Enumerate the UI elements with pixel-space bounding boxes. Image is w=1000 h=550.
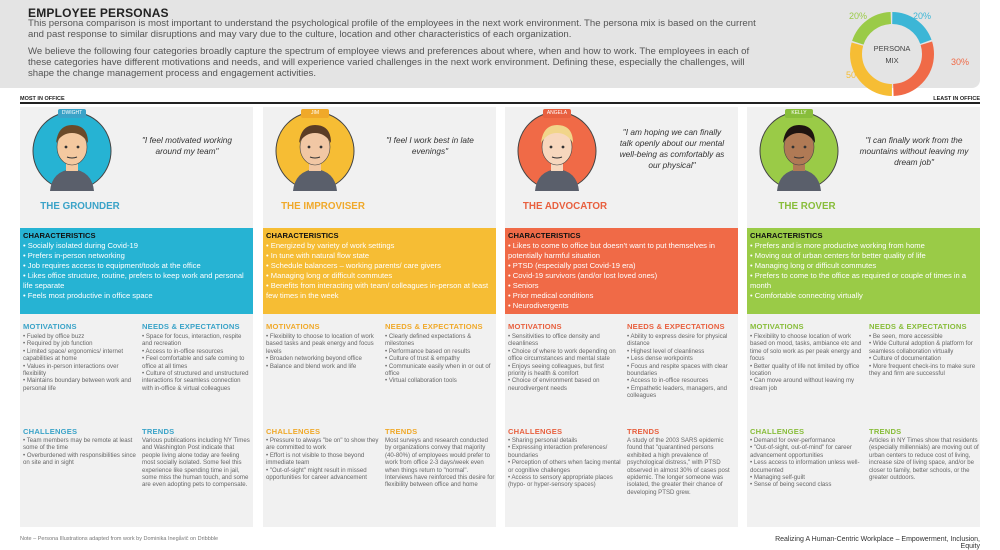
needs-list bbox=[142, 333, 252, 392]
characteristics-heading: CHARACTERISTICS bbox=[266, 231, 339, 240]
challenge-item: • Less access to information unless well-documented bbox=[750, 459, 860, 474]
characteristic-item: • Managing long or difficult commutes bbox=[266, 271, 393, 280]
characteristics-list bbox=[750, 241, 978, 301]
characteristic-item: • Job requires access to equipment/tools at the office bbox=[23, 261, 201, 270]
challenge-item: • Effort is not visible to those beyond immediate team bbox=[266, 451, 365, 467]
motivations-list bbox=[750, 333, 863, 392]
need-item: • Access to in-office resources bbox=[627, 377, 709, 385]
motivation-item: • Enjoys seeing colleagues, but first priority is health & comfort bbox=[508, 362, 604, 378]
need-item: • Virtual collaboration tools bbox=[385, 377, 457, 385]
challenge-item: • Overburdened with responsibilities since on site and in sight bbox=[23, 451, 136, 467]
characteristics-panel bbox=[20, 228, 253, 314]
need-item: • Culture of documentation bbox=[869, 355, 941, 363]
persona-name: THE IMPROVISER bbox=[281, 201, 365, 212]
motivation-item: • Required by job function bbox=[23, 340, 93, 348]
footer-tagline: Realizing A Human-Centric Workplace – Empowerment, Inclusion, Equity bbox=[775, 536, 980, 550]
trends-text: Most surveys and research conducted by organizations convey that majority (40-80%) of employees would prefer to work from office 2-3 days/week even when things return to "normal". Interviews have reinforced this desire for flexibility between office and home bbox=[385, 437, 495, 489]
motivation-item: • Choice of where to work depending on office circumstances and mental state bbox=[508, 347, 616, 363]
need-item: • Focus and respite spaces with clear boundaries bbox=[627, 362, 728, 378]
challenges-heading: CHALLENGES bbox=[23, 427, 78, 436]
challenge-item: • Sharing personal details bbox=[508, 437, 578, 444]
footer-note: Note – Persona Illustrations adapted from work by Dominika Inegåvič on Dribbble bbox=[20, 536, 219, 542]
needs-heading: NEEDS & EXPECTATIONS bbox=[385, 322, 483, 331]
challenges-heading: CHALLENGES bbox=[750, 427, 805, 436]
challenges-heading: CHALLENGES bbox=[508, 427, 563, 436]
needs-list bbox=[385, 333, 495, 385]
persona-column bbox=[20, 107, 253, 527]
challenges-list bbox=[266, 437, 379, 481]
motivation-item: • Balance and blend work and life bbox=[266, 362, 357, 370]
characteristics-list bbox=[266, 241, 494, 301]
challenge-item: • Demand for over-performance bbox=[750, 437, 836, 444]
donut-value-grounder: 20% bbox=[913, 11, 932, 21]
persona-column bbox=[747, 107, 980, 527]
office-scale bbox=[20, 97, 980, 107]
donut-value-advocator: 30% bbox=[951, 57, 970, 67]
motivations-list bbox=[23, 333, 136, 392]
challenges-list bbox=[508, 437, 621, 489]
motivations-list bbox=[508, 333, 621, 392]
motivations-heading: MOTIVATIONS bbox=[23, 322, 77, 331]
motivations-heading: MOTIVATIONS bbox=[750, 322, 804, 331]
challenges-heading: CHALLENGES bbox=[266, 427, 321, 436]
persona-avatar bbox=[759, 111, 839, 191]
need-item: • Culture of structured and unstructured interactions for seamless connection with in-office & virtual colleagues bbox=[142, 370, 249, 392]
intro-paragraph-2: We believe the following four categories broadly capture the spectrum of employee views and preferences about where, when and how to work. The employees in each of these categories have different motivations and needs, and will experience varied challenges in the next work environment. Defining these, especially the challenges, will shape the change management process and engagement activities. bbox=[28, 45, 750, 80]
persona-avatar bbox=[32, 111, 112, 191]
motivation-item: • Sensitivities to office density and cleanliness bbox=[508, 333, 600, 348]
need-item: • Space for focus, interaction, respite and recreation bbox=[142, 333, 242, 348]
persona-name: THE GROUNDER bbox=[40, 201, 120, 212]
motivation-item: • Can move around without leaving my dream job bbox=[750, 377, 855, 392]
motivations-heading: MOTIVATIONS bbox=[508, 322, 562, 331]
motivation-item: • Maintains boundary between work and personal life bbox=[23, 377, 132, 392]
challenge-item: • Sense of being second class bbox=[750, 481, 832, 489]
characteristic-item: • Benefits from interacting with team/ colleagues in-person at least few times in the week bbox=[266, 281, 489, 300]
persona-avatar bbox=[517, 111, 597, 191]
persona-badge: JIM bbox=[301, 109, 329, 118]
persona-badge: ANGELA bbox=[543, 109, 571, 118]
challenges-list bbox=[23, 437, 136, 467]
characteristic-item: • Seniors bbox=[508, 281, 539, 290]
characteristic-item: • Likes office structure, routine, prefers to keep work and personal life separate bbox=[23, 271, 244, 290]
characteristic-item: • Moving out of urban centers for better quality of life bbox=[750, 251, 926, 260]
need-item: • Less dense workpoints bbox=[627, 355, 693, 363]
challenge-item: • Managing self-guilt bbox=[750, 474, 805, 482]
need-item: • Empathetic leaders, managers, and colleagues bbox=[627, 384, 728, 400]
persona-badge: DWIGHT bbox=[58, 109, 86, 118]
needs-list bbox=[869, 333, 979, 377]
need-item: • Wide Cultural adoption & platform for seamless collaboration virtually bbox=[869, 340, 973, 355]
need-item: • Ability to express desire for physical distance bbox=[627, 333, 728, 348]
trends-text: Various publications including NY Times and Washington Post indicate that people living alone today are feeling most socially isolated. Some feel this experience like spending time in jail, some miss the human touch, and some are even adopting pets to compensate. bbox=[142, 437, 250, 489]
intro-paragraph-1: This persona comparison is most important to understand the psychological profile of the employees in the next work environment. The persona mix is based on the current and past response to similar disruptions and may vary due to the culture, location and other characteristics of each organization. bbox=[28, 18, 756, 41]
trends-heading: TRENDS bbox=[385, 427, 418, 436]
needs-heading: NEEDS & EXPECTATIONS bbox=[627, 322, 725, 331]
characteristic-item: • Schedule balancers – working parents/ care givers bbox=[266, 261, 441, 270]
characteristics-panel bbox=[263, 228, 496, 314]
characteristics-panel bbox=[505, 228, 738, 314]
donut-label-line-2: MIX bbox=[885, 56, 899, 65]
needs-list bbox=[627, 333, 737, 400]
motivation-item: • Limited space/ ergonomics/ internet capabilities at home bbox=[23, 347, 124, 363]
characteristic-item: • Socially isolated during Covid-19 bbox=[23, 241, 138, 250]
characteristics-panel bbox=[747, 228, 980, 314]
donut-value-rover: 20% bbox=[849, 11, 868, 21]
need-item: • Culture of trust & empathy bbox=[385, 355, 460, 363]
persona-quote: "I feel I work best in late evenings" bbox=[386, 135, 474, 156]
needs-heading: NEEDS & EXPECTATIONS bbox=[869, 322, 967, 331]
motivations-list bbox=[266, 333, 379, 370]
intro-text bbox=[28, 18, 768, 84]
need-item: • Clearly defined expectations & milestones bbox=[385, 333, 472, 348]
characteristics-heading: CHARACTERISTICS bbox=[23, 231, 96, 240]
persona-avatar bbox=[275, 111, 355, 191]
need-item: • Performance based on results bbox=[385, 347, 471, 355]
needs-heading: NEEDS & EXPECTATIONS bbox=[142, 322, 240, 331]
motivation-item: • Flexibility to choose to location of work based tasks and peak energy and focus levels bbox=[266, 333, 374, 355]
donut-value-improviser: 50% bbox=[846, 70, 865, 80]
characteristics-heading: CHARACTERISTICS bbox=[750, 231, 823, 240]
persona-mix-donut bbox=[846, 8, 938, 100]
challenge-item: • Access to sensory appropriate places (hypo- or hyper-sensory spaces) bbox=[508, 474, 613, 489]
persona-quote: "I can finally work from the mountains without leaving my dream job" bbox=[859, 135, 969, 167]
need-item: • Feel comfortable and safe coming to office at all times bbox=[142, 355, 245, 370]
persona-name: THE ADVOCATOR bbox=[522, 201, 608, 212]
characteristic-item: • Feels most productive in office space bbox=[23, 291, 153, 300]
need-item: • Communicate easily when in or out of office bbox=[385, 362, 491, 378]
motivation-item: • Fueled by office buzz bbox=[23, 333, 85, 340]
need-item: • More frequent check-ins to make sure they and firm are successful bbox=[869, 362, 976, 378]
challenge-item: • Team members may be remote at least some of the time bbox=[23, 437, 133, 452]
motivation-item: • Flexibility to choose location of work based on mood, tasks, ambiance etc and time of solo work as per peak energy and focus bbox=[750, 333, 862, 363]
page-title: EMPLOYEE PERSONAS bbox=[28, 6, 169, 20]
header-panel bbox=[0, 0, 980, 88]
challenge-item: • "Out-of-sight" might result in missed opportunities for career advancement bbox=[266, 466, 367, 482]
persona-name: THE ROVER bbox=[778, 201, 836, 212]
characteristics-list bbox=[508, 241, 736, 311]
persona-column bbox=[505, 107, 738, 527]
characteristic-item: • Managing long or difficult commutes bbox=[750, 261, 877, 270]
persona-column bbox=[263, 107, 496, 527]
characteristic-item: • In tune with natural flow state bbox=[266, 251, 370, 260]
challenge-item: • Perception of others when facing mental or cognitive challenges bbox=[508, 459, 621, 474]
challenges-list bbox=[750, 437, 863, 489]
characteristic-item: • Prior medical conditions bbox=[508, 291, 594, 300]
scale-label-most: MOST IN OFFICE bbox=[20, 96, 65, 102]
trends-text: A study of the 2003 SARS epidemic found that "quarantined persons exhibited a high prevalence of psychological distress," with PTSD observed in almost 30% of cases post epidemic. The longer someone was isolated, the greater their chance of developing PTSD grew. bbox=[627, 437, 730, 496]
scale-line bbox=[20, 102, 980, 104]
trends-text: Articles in NY Times show that residents (especially millennials) are moving out of urban centers to reduce cost of living, increase size of living space, and/or be closer to family, better schools, or the greater outdoors. bbox=[869, 437, 979, 482]
characteristic-item: • Covid-19 survivors (and/or lost loved ones) bbox=[508, 271, 658, 280]
characteristics-list bbox=[23, 241, 251, 301]
characteristic-item: • Prefers in-person networking bbox=[23, 251, 125, 260]
characteristic-item: • Energized by variety of work settings bbox=[266, 241, 395, 250]
motivation-item: • Values in-person interactions over flexibility bbox=[23, 362, 119, 378]
motivation-item: • Better quality of life not limited by office location bbox=[750, 362, 860, 378]
motivation-item: • Choice of environment based on neurodivergent needs bbox=[508, 377, 600, 392]
need-item: • Be seen, more accessible bbox=[869, 333, 943, 340]
characteristic-item: • Prefers and is more productive working from home bbox=[750, 241, 925, 250]
motivation-item: • Broaden networking beyond office bbox=[266, 355, 362, 363]
characteristic-item: • Likes to come to office but doesn't want to put themselves in potentially harmful situation bbox=[508, 241, 716, 260]
donut-label-line-1: PERSONA bbox=[873, 44, 911, 53]
trends-heading: TRENDS bbox=[142, 427, 175, 436]
characteristic-item: • PTSD (especially post Covid-19 era) bbox=[508, 261, 636, 270]
characteristics-heading: CHARACTERISTICS bbox=[508, 231, 581, 240]
trends-heading: TRENDS bbox=[869, 427, 902, 436]
characteristic-item: • Neurodivergents bbox=[508, 301, 569, 310]
need-item: • Highest level of cleanliness bbox=[627, 347, 705, 355]
challenge-item: • Pressure to always "be on" to show they are committed to work bbox=[266, 437, 379, 452]
need-item: • Access to in-office resources bbox=[142, 347, 224, 355]
motivations-heading: MOTIVATIONS bbox=[266, 322, 320, 331]
characteristic-item: • Comfortable connecting virtually bbox=[750, 291, 863, 300]
persona-quote: "I feel motivated working around my team" bbox=[141, 135, 233, 156]
trends-heading: TRENDS bbox=[627, 427, 660, 436]
challenge-item: • "Out-of-sight, out-of-mind" for career advancement opportunities bbox=[750, 444, 852, 459]
persona-quote: "I am hoping we can finally talk openly about our mental well-being as comfortably as our physical" bbox=[619, 127, 725, 170]
persona-badge: KELLY bbox=[785, 109, 813, 118]
challenge-item: • Expressing interaction preferences/ boundaries bbox=[508, 444, 608, 459]
characteristic-item: • Prefers to come to the office as required or couple of times in a month bbox=[750, 271, 967, 290]
scale-label-least: LEAST IN OFFICE bbox=[933, 96, 980, 102]
